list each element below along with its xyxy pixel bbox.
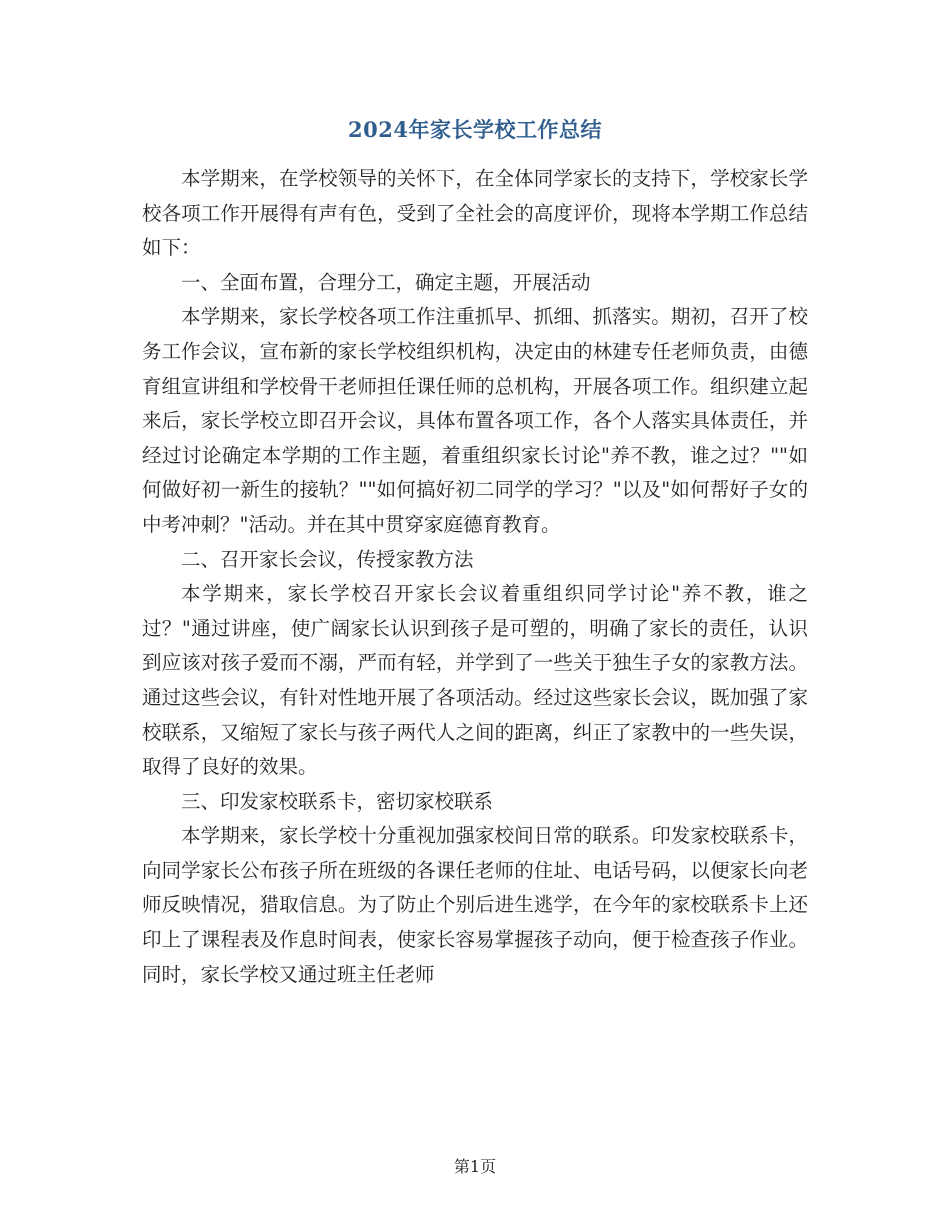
document-body — [142, 162, 808, 992]
section-heading-3: 三、印发家校联系卡，密切家校联系 — [181, 789, 494, 813]
intro-paragraph: 本学期来，在学校领导的关怀下，在全体同学家长的支持下，学校家长学校各项工作开展得有声有色，受到了全社会的高度评价，现将本学期工作总结如下： — [142, 167, 808, 260]
document-title: 2024年家长学校工作总结 — [348, 117, 602, 142]
section-heading-2: 二、召开家长会议，传授家教方法 — [181, 547, 474, 571]
page-number: 第1页 — [453, 1157, 497, 1176]
section-3-paragraph: 本学期来，家长学校十分重视加强家校间日常的联系。印发家校联系卡，向同学家长公布孩子所在班级的各课任老师的住址、电话号码，以便家长向老师反映情况，猎取信息。为了防止个别后进生逃学，在今年的家校联系卡上还印上了课程表及作息时间表，使家长容易掌握孩子动向，便于检查孩子作业。同时，家长学校又通过班主任老师 — [142, 824, 808, 986]
section-1-paragraph: 本学期来，家长学校各项工作注重抓早、抓细、抓落实。期初，召开了校务工作会议，宣布新的家长学校组织机构，决定由的林建专任老师负责，由德育组宣讲组和学校骨干老师担任课任师的总机构，开展各项工作。组织建立起来后，家长学校立即召开会议，具体布置各项工作，各个人落实具体责任，并经过讨论确定本学期的工作主题，着重组织家长讨论"养不教，谁之过？""如何做好初一新生的接轨？""如何搞好初二同学的学习？"以及"如何帮好子女的中考冲刺？"活动。并在其中贯穿家庭德育教育。 — [142, 305, 808, 536]
section-heading-1: 一、全面布置，合理分工，确定主题，开展活动 — [181, 270, 591, 294]
section-2-paragraph: 本学期来，家长学校召开家长会议着重组织同学讨论"养不教，谁之过？"通过讲座，使广阔家长认识到孩子是可塑的，明确了家长的责任，认识到应该对孩子爱而不溺，严而有轻，并学到了一些关于独生子女的家教方法。通过这些会议，有针对性地开展了各项活动。经过这些家长会议，既加强了家校联系，又缩短了家长与孩子两代人之间的距离，纠正了家教中的一些失误，取得了良好的效果。 — [142, 582, 808, 779]
